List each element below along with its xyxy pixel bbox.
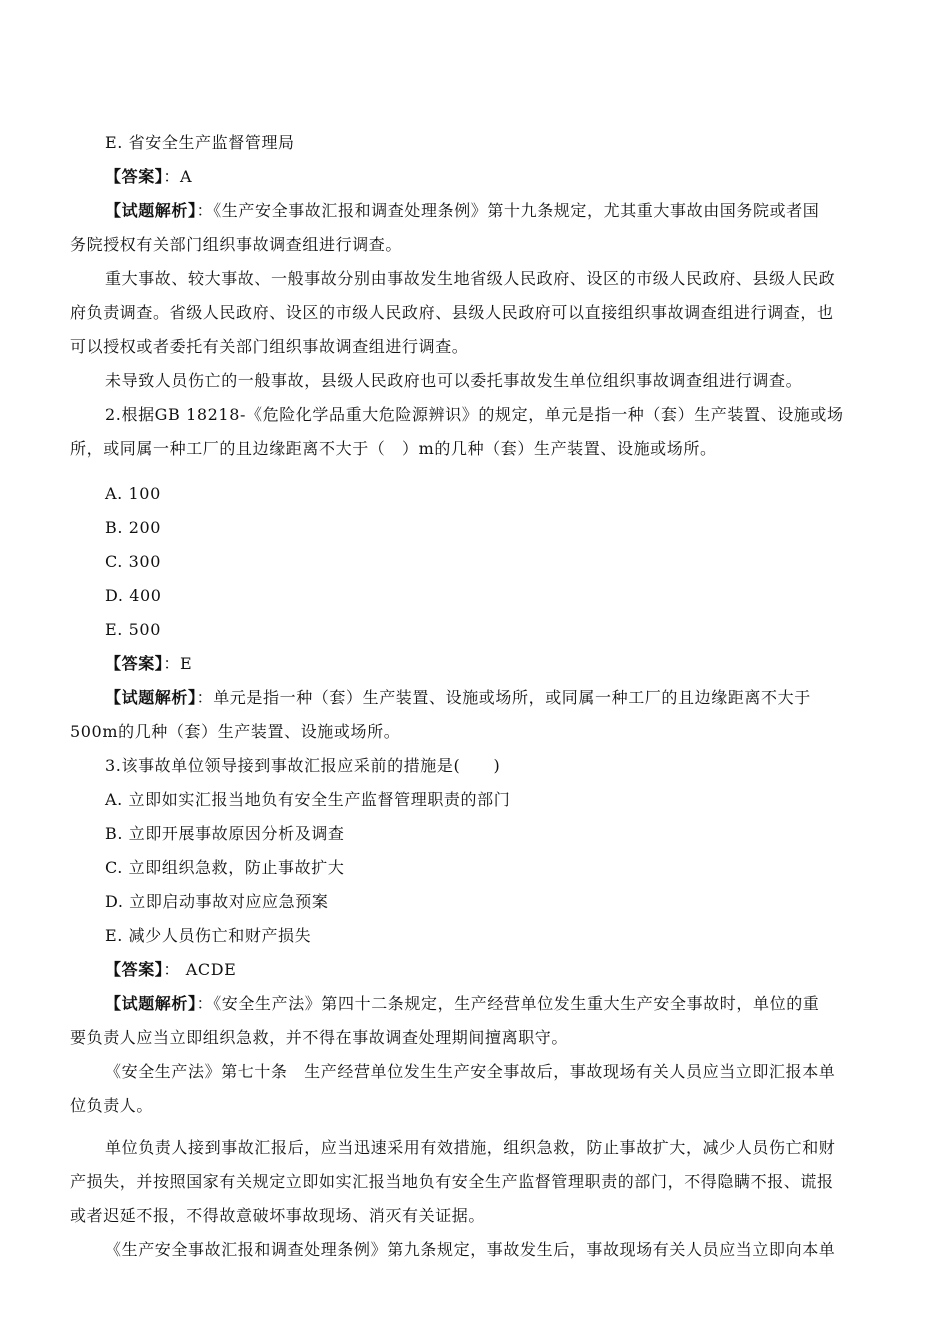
analysis-line <box>105 201 819 221</box>
option-e-line <box>105 620 161 640</box>
option-a-line <box>105 484 161 504</box>
text-line <box>105 1062 835 1082</box>
question-3-line <box>105 756 500 776</box>
text-line <box>105 371 802 391</box>
text: 产损失，并按照国家有关规定立即如实汇报当地负有安全生产监督管理职责的部门，不得隐瞒不报、谎报 <box>70 1172 834 1191</box>
answer-label: 【答案】 <box>105 960 164 979</box>
text: A. 立即如实汇报当地负有安全生产监督管理职责的部门 <box>105 790 511 809</box>
answer-line <box>105 960 236 980</box>
text-line <box>70 1172 834 1192</box>
text-line <box>70 337 468 357</box>
option-e-line <box>105 133 295 153</box>
text-line <box>105 1240 835 1260</box>
text: 要负责人应当立即组织急救，并不得在事故调查处理期间擅离职守。 <box>70 1028 569 1047</box>
text: C. 300 <box>105 552 161 571</box>
answer-value: ：E <box>163 654 193 673</box>
text-line <box>70 303 834 323</box>
text: A. 100 <box>105 484 161 503</box>
answer-label: 【答案】 <box>105 654 164 673</box>
text: C. 立即组织急救，防止事故扩大 <box>105 858 345 877</box>
answer-line <box>105 654 192 674</box>
option-b-line <box>105 824 345 844</box>
text: 《安全生产法》第七十条 生产经营单位发生生产安全事故后，事故现场有关人员应当立即汇报本单 <box>105 1062 836 1081</box>
text: E. 减少人员伤亡和财产损失 <box>105 926 312 945</box>
text: D. 400 <box>105 586 162 605</box>
text: 务院授权有关部门组织事故调查组进行调查。 <box>70 235 403 254</box>
text: 500m的几种（套）生产装置、设施或场所。 <box>70 722 401 741</box>
option-d-line <box>105 586 162 606</box>
option-c-line <box>105 552 161 572</box>
answer-value: ：A <box>163 167 193 186</box>
text-line <box>70 1096 153 1116</box>
analysis-label: 【试题解析】 <box>105 688 197 707</box>
analysis-label: 【试题解析】 <box>105 201 197 220</box>
text-line <box>70 1028 568 1048</box>
text: 3.该事故单位领导接到事故汇报应采前的措施是( ) <box>105 756 501 775</box>
answer-label: 【答案】 <box>105 167 164 186</box>
option-b-line <box>105 518 161 538</box>
text: 可以授权或者委托有关部门组织事故调查组进行调查。 <box>70 337 469 356</box>
answer-line <box>105 167 192 187</box>
question-2-line <box>70 439 717 459</box>
analysis-text: ：《安全生产法》第四十二条规定，生产经营单位发生重大生产安全事故时，单位的重 <box>196 994 820 1013</box>
text: 所，或同属一种工厂的且边缘距离不大于（ ）m的几种（套）生产装置、设施或场所。 <box>70 439 717 458</box>
question-2-line <box>105 405 844 425</box>
text: 未导致人员伤亡的一般事故，县级人民政府也可以委托事故发生单位组织事故调查组进行调查。 <box>105 371 803 390</box>
text: B. 立即开展事故原因分析及调查 <box>105 824 345 843</box>
analysis-text: ：单元是指一种（套）生产装置、设施或场所，或同属一种工厂的且边缘距离不大于 <box>196 688 811 707</box>
text: 或者迟延不报，不得故意破坏事故现场、消灭有关证据。 <box>70 1206 486 1225</box>
text: 《生产安全事故汇报和调查处理条例》第九条规定，事故发生后，事故现场有关人员应当立即向本单 <box>105 1240 836 1259</box>
option-e-line <box>105 926 311 946</box>
text: 府负责调查。省级人民政府、设区的市级人民政府、县级人民政府可以直接组织事故调查组进行调查，也 <box>70 303 834 322</box>
text: B. 200 <box>105 518 162 537</box>
analysis-text: ：《生产安全事故汇报和调查处理条例》第十九条规定，尤其重大事故由国务院或者国 <box>196 201 820 220</box>
text-line <box>105 1138 835 1158</box>
text-line <box>70 722 400 742</box>
text-line <box>70 1206 485 1226</box>
text: 2.根据GB 18218-《危险化学品重大危险源辨识》的规定，单元是指一种（套）生产装置、设施或场 <box>105 405 844 424</box>
analysis-line <box>105 688 811 708</box>
analysis-label: 【试题解析】 <box>105 994 197 1013</box>
text: E. 500 <box>105 620 161 639</box>
text-line <box>105 269 835 289</box>
option-c-line <box>105 858 344 878</box>
text: D. 立即启动事故对应应急预案 <box>105 892 329 911</box>
text-line <box>70 235 402 255</box>
analysis-line <box>105 994 819 1014</box>
text: 单位负责人接到事故汇报后，应当迅速采用有效措施，组织急救，防止事故扩大，减少人员伤亡和财 <box>105 1138 836 1157</box>
option-a-line <box>105 790 510 810</box>
text: E. 省安全生产监督管理局 <box>105 133 295 152</box>
text: 位负责人。 <box>70 1096 154 1115</box>
option-d-line <box>105 892 328 912</box>
text: 重大事故、较大事故、一般事故分别由事故发生地省级人民政府、设区的市级人民政府、县级人民政 <box>105 269 836 288</box>
answer-value: ： ACDE <box>163 960 237 979</box>
